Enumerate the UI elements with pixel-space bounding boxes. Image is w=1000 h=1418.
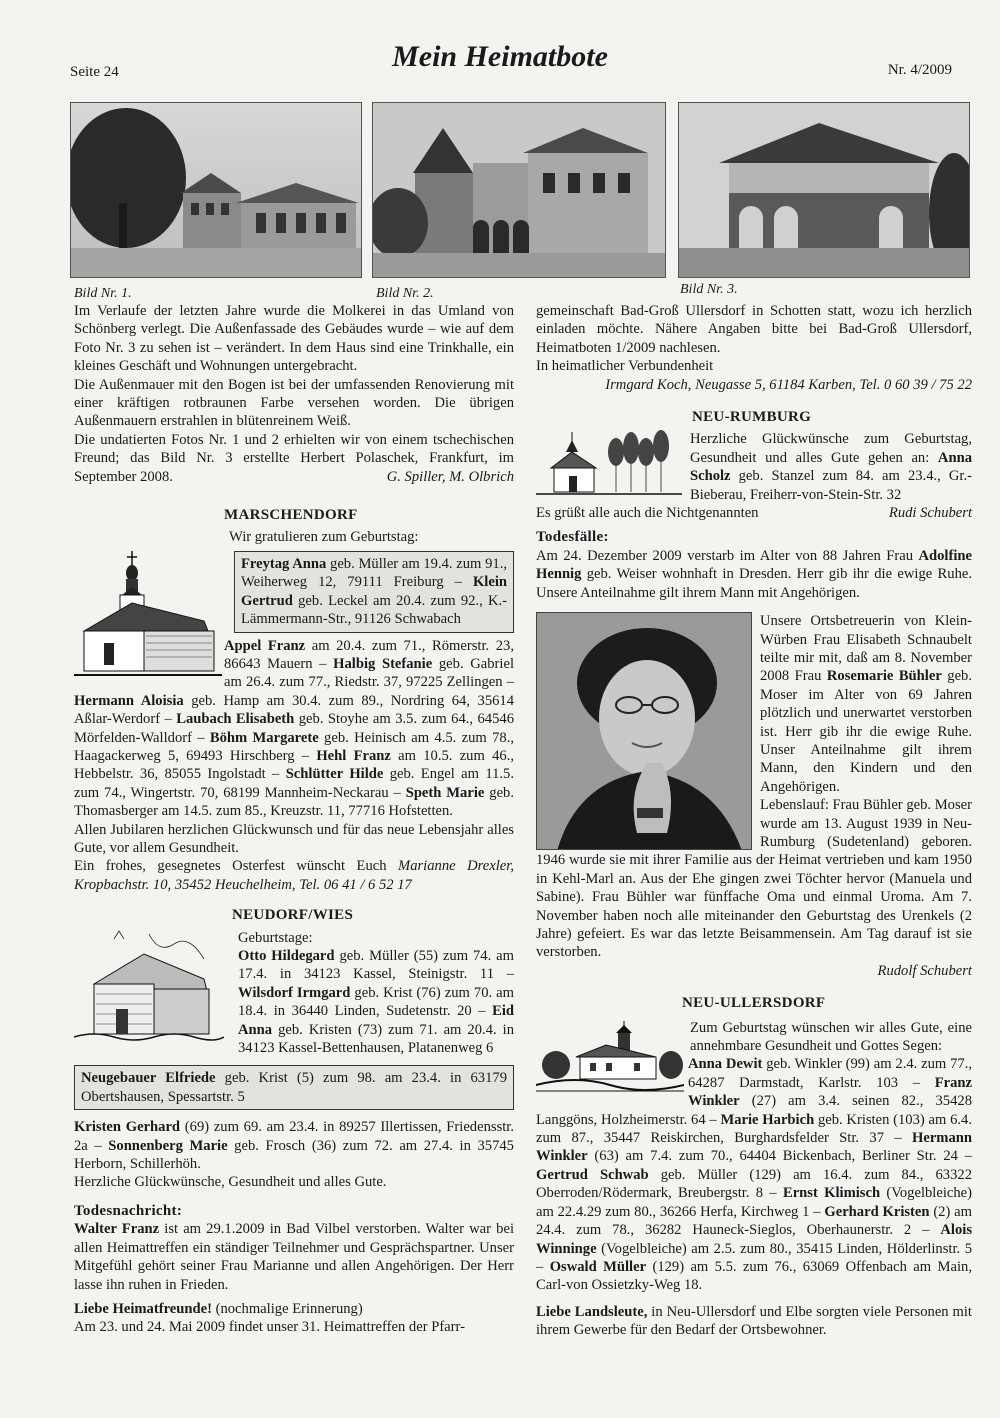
marschendorf-birthdays: Appel Franz am 20.4. zum 71., Römerstr. 23, 86643 Mauern – Halbig Stefanie geb. Gabriel am 26.4. zum 77., Riedstr. 37, 97225 Zellingen – Hermann Aloisia geb. Hamp am 30.4. zum 89., Nordring 64, 35614 Aßlar-Werdorf – Laubach Elisabeth geb. Stoyhe am 3.5. zum 64., 64546 Mörfelden-Walldorf – Böhm Margarete geb. Heinisch am 4.5. zum 78., Haagackerweg 5, 69493 Hirschberg – Hehl Franz am 10.5. zum 46., Hebbelstr. 36, 85055 Ingolstadt – Schlütter Hilde geb. Engel am 11.5. zum 74., Wingertstr. 70, 68199 Mannheim-Neckarau – Speth Marie geb. Thomasberger am 14.5. zum 85., Kreuzstr. 11, 77716 Hofstetten.: [74, 637, 515, 820]
todesfaelle-text: Am 24. Dezember 2009 verstarb im Alter von 88 Jahren Frau Adolfine Hennig geb. Weiser wohnhaft in Dresden. Herr gib ihr die ewige Ruhe. Unsere Anteilnahme gilt ihrem Mann mit Angehörigen.: [536, 547, 972, 601]
photo-3: [678, 102, 970, 278]
name-alois-winninge: Alois Winninge: [536, 1222, 972, 1257]
neudorf-subtitle: Geburtstage:: [238, 929, 313, 946]
name-rosemarie-buehler: Rosemarie Bühler: [826, 668, 942, 685]
church-illustration-2: [74, 929, 234, 1049]
name-kristen-gerhard: Kristen Gerhard: [74, 1119, 181, 1136]
name-eid-anna: Eid Anna: [238, 1003, 514, 1038]
photo-1-caption: Bild Nr. 1.: [74, 286, 132, 301]
photo-3-caption: Bild Nr. 3.: [680, 282, 738, 297]
heimatfreunde-body: Am 23. und 24. Mai 2009 findet unser 31. Heimattreffen der Pfarr-: [74, 1319, 465, 1336]
neu-rumburg-title: NEU-RUMBURG: [692, 409, 812, 426]
neudorf-closing: Herzliche Glückwünsche, Gesundheit und alles Gute.: [74, 1174, 387, 1191]
easter-signature: Marianne Drexler, Kropbachstr. 10, 35452 Heuchelheim, Tel. 06 41 / 6 52 17: [74, 858, 514, 893]
neudorf-highlight-box: Neugebauer Elfriede geb. Krist (5) zum 98. am 23.4. in 63179 Obertshausen, Spessartstr. 5: [74, 1065, 514, 1110]
name-gerhard-kristen: Gerhard Kristen: [824, 1203, 930, 1220]
neudorf-birthdays-2: Kristen Gerhard (69) zum 69. am 23.4. in 89257 Illertissen, Friedensstr. 2a – Sonnenberg Marie geb. Frosch (36) zum 72. am 27.4. in 35745 Herborn, Schillerhöh.: [74, 1119, 514, 1173]
name-walter-franz: Walter Franz: [74, 1221, 160, 1238]
neudorf-birthdays: Otto Hildegard geb. Müller (55) zum 74. am 17.4. in 34123 Kassel, Steinigstr. 11 – Wilsdorf Irmgard geb. Krist (76) zum 70. am 18.4. in 36440 Linden, Sudetenstr. 20 – Eid Anna geb. Kristen (73) zum 71. am 20.4. in 34123 Kassel-Bettenhausen, Platanenweg 6: [238, 948, 514, 1057]
name-klein-gertrud: Klein Gertrud: [241, 574, 507, 609]
name-otto-hildegard: Otto Hildegard: [238, 948, 335, 964]
landsleute-text: Liebe Landsleute, in Neu-Ullersdorf und Elbe sorgten viele Personen mit ihrem Gewerbe für den Bedarf der Ortsbewohner.: [536, 1303, 972, 1339]
right-continued-signature: Irmgard Koch, Neugasse 5, 61184 Karben, Tel. 0 60 39 / 75 22: [605, 376, 972, 393]
neudorf-title: NEUDORF/WIES: [232, 907, 354, 924]
photo-2: [372, 102, 666, 278]
name-hermann-aloisia: Hermann Aloisia: [74, 692, 184, 709]
masthead: Mein Heimatbote: [392, 40, 608, 73]
name-freytag-anna: Freytag Anna: [241, 555, 327, 572]
name-laubach: Laubach Elisabeth: [176, 711, 295, 728]
church-illustration-1: [74, 551, 224, 681]
intro-text-3: Die undatierten Fotos Nr. 1 und 2 erhielten wir von einem tschechischen Freund; das Bild Nr. 3 erstellte Herbert Polaschek, Frankfurt, im September 2008.: [74, 431, 514, 485]
portrait-photo: [536, 612, 752, 850]
name-ernst-klimisch: Ernst Klimisch: [782, 1185, 881, 1202]
marschendorf-title: MARSCHENDORF: [224, 507, 358, 524]
right-continued-text: gemeinschaft Bad-Groß Ullersdorf in Schotten statt, wozu ich herzlich einladen möchte. Nähere Angaben bitte bei Bad-Groß Ullersdorf, Heimatboten 1/2009 nachlesen.: [536, 303, 972, 356]
marschendorf-easter: Ein frohes, gesegnetes Osterfest wünscht Euch Marianne Drexler, Kropbachstr. 10, 35452 Heuchelheim, Tel. 06 41 / 6 52 17: [74, 858, 514, 893]
name-speth: Speth Marie: [405, 784, 485, 801]
neu-ullersdorf-title: NEU-ULLERSDORF: [682, 995, 826, 1012]
text-freytag: geb. Müller am 19.4. zum 91., Weiherweg 12, 79111 Freiburg –: [241, 555, 507, 591]
right-continued-greeting: In heimatlicher Verbundenheit: [536, 358, 714, 375]
todesnachricht-title: Todesnachricht:: [74, 1202, 183, 1219]
todesfaelle-title: Todesfälle:: [536, 529, 609, 546]
intro-paragraph-2: Die Außenmauer mit den Bogen ist bei der umfassenden Renovierung mit einer kräftigen rotbraunen Farbe versehen worden. Die übrigen Außenmauern erstrahlen in blütenreinem Weiß.: [74, 376, 514, 430]
marschendorf-highlight-box: [234, 551, 514, 633]
landsleute-title: Liebe Landsleute,: [536, 1303, 648, 1320]
text-klein: geb. Leckel am 20.4. zum 92., K.-Lämmermann-Str., 91126 Schwabach: [241, 592, 507, 628]
neu-ullersdorf-birthdays: Anna Dewit geb. Winkler (99) am 2.4. zum 77., 64287 Darmstadt, Karlstr. 103 – Franz Winkler (27) am 3.4. seinen 82., 35428 Langgöns, Holzheimerstr. 64 – Marie Harbich geb. Kristen (103) am 6.4. zum 87., 35447 Reiskirchen, Burghardsfelder Str. 37 – Hermann Winkler (63) am 7.4. zum 70., 64404 Bickenbach, Berliner Str. 24 – Gertrud Schwab geb. Müller (129) am 16.4. zum 84., 63322 Oberroden/Rödermark, Breubergstr. 8 – Ernst Klimisch (Vogelbleiche) am 22.4.29 zum 80., 36266 Herfa, Kirchweg 1 – Gerhard Kristen (2) am 24.4. zum 78., 36282 Hauneck-Sieglos, Oberhaunerstr. 2 – Alois Winninge (Vogelbleiche) am 2.5. zum 80., 35415 Linden, Hölderlinstr. 5 – Oswald Müller (129) am 5.5. zum 76., 63069 Offenbach am Main, Carl-von Ossietzky-Weg 18.: [536, 1056, 973, 1294]
chapel-illustration: [536, 430, 686, 500]
obituary-text: Unsere Ortsbetreuerin von Klein-Würben Frau Elisabeth Schnaubelt teilte mir mit, daß am 8. November 2008 Frau Rosemarie Bühler geb. Moser im Alter von 69 Jahren plötzlich und unerwartet verstorben ist. Herr gib ihr die ewige Ruhe. Unser Anteilnahme gilt ihrem Mann, den Kindern und den Angehörigen.: [760, 613, 972, 795]
page-number: Seite 24: [70, 64, 119, 80]
name-oswald-mueller: Oswald Müller: [549, 1258, 647, 1275]
neu-rumburg-signature: Rudi Schubert: [888, 505, 972, 522]
neu-rumburg-text: Herzliche Glückwünsche zum Geburtstag, Gesundheit und alles Gute gehen an: Anna Scholz geb. Stanzel zum 84. am 23.4., Gr.-Bieberau, Freiherr-von-Stein-Str. 32: [690, 431, 972, 503]
marschendorf-closing: Allen Jubilaren herzlichen Glückwunsch und für das neue Lebensjahr alles Gute, vor allem Gesundheit.: [74, 821, 514, 856]
issue-number: Nr. 4/2009: [887, 62, 952, 78]
right-column: [536, 302, 972, 1340]
marschendorf-subtitle: Wir gratulieren zum Geburtstag:: [229, 529, 419, 546]
name-anna-scholz: Anna Scholz: [690, 449, 972, 485]
heimatfreunde-title: Liebe Heimatfreunde!: [74, 1300, 212, 1317]
photo-1-image: [71, 103, 362, 278]
name-hermann-winkler: Hermann Winkler: [536, 1130, 972, 1165]
obituary-signature: Rudolf Schubert: [877, 962, 972, 979]
name-gertrud-schwab: Gertrud Schwab: [536, 1166, 649, 1183]
name-sonnenberg: Sonnenberg Marie: [108, 1137, 228, 1154]
name-franz-winkler: Franz Winkler: [688, 1074, 972, 1110]
intro-paragraph: Im Verlaufe der letzten Jahre wurde die Molkerei in das Umland von Schönberg verlegt. Die Außenfassade des Gebäudes wurde – wie auf dem Foto Nr. 3 zu sehen ist – verändert. In dem Haus sind eine Trinkhalle, ein kleines Geschäft und Wohnungen untergebracht.: [74, 303, 514, 375]
neu-rumburg-greeting: Es grüßt alle auch die Nichtgenannten Rudi Schubert: [536, 505, 972, 522]
name-neugebauer: Neugebauer Elfriede: [81, 1070, 216, 1087]
photo-1: [70, 102, 362, 278]
name-appel-franz: Appel Franz: [224, 637, 306, 654]
name-marie-harbich: Marie Harbich: [720, 1111, 815, 1128]
left-column: [74, 302, 514, 1337]
todesnachricht-text: Walter Franz ist am 29.1.2009 in Bad Vilbel verstorben. Walter war bei allen Heimattreffen ein ständiger Teilnehmer und Gesprächspartner. Unser Mitgefühl gehört seiner Frau Marianne und allen Angehörigen. Der Herr lasse ihn ruhen in Frieden.: [74, 1221, 514, 1293]
heimatfreunde-text: Liebe Heimatfreunde! (nochmalige Erinnerung): [74, 1300, 363, 1317]
photo-3-image: [679, 103, 970, 278]
name-adolfine-hennig: Adolfine Hennig: [536, 547, 972, 583]
name-halbig: Halbig Stefanie: [333, 655, 433, 672]
intro-signature: G. Spiller, M. Olbrich: [386, 468, 514, 485]
intro-paragraph-3: [74, 431, 514, 486]
name-wilsdorf: Wilsdorf Irmgard: [238, 984, 351, 1001]
name-anna-dewit: Anna Dewit: [688, 1056, 763, 1073]
village-illustration: [536, 1019, 688, 1097]
obituary-biography: Lebenslauf: Frau Bühler geb. Moser wurde am 13. August 1939 in Neu-Rumburg (Sudetenland) geboren. 1946 wurde sie mit ihrer Familie aus der Heimat vertrieben und kam 1950 in Kehl-Marl an. Aus der Ehe gingen zwei Töchter hervor (Manuela und Sabine). Frau Bühler war fünffache Oma und einmal Uroma. Am 7. November haben noch alle miteinander den Geburtstag des Urenkels (2 Jahre) gefeiert. Es war das letzte Beisammensein. Am Tag darauf ist sie verstorben.: [536, 797, 972, 961]
name-boehm: Böhm Margarete: [209, 729, 319, 746]
photo-2-caption: Bild Nr. 2.: [376, 286, 434, 301]
neu-ullersdorf-intro: Zum Geburtstag wünschen wir alles Gute, eine annehmbare Gesundheit und Gottes Segen:: [690, 1019, 972, 1055]
name-schluetter: Schlütter Hilde: [285, 766, 384, 783]
name-hehl: Hehl Franz: [316, 747, 391, 764]
photo-2-image: [373, 103, 666, 278]
